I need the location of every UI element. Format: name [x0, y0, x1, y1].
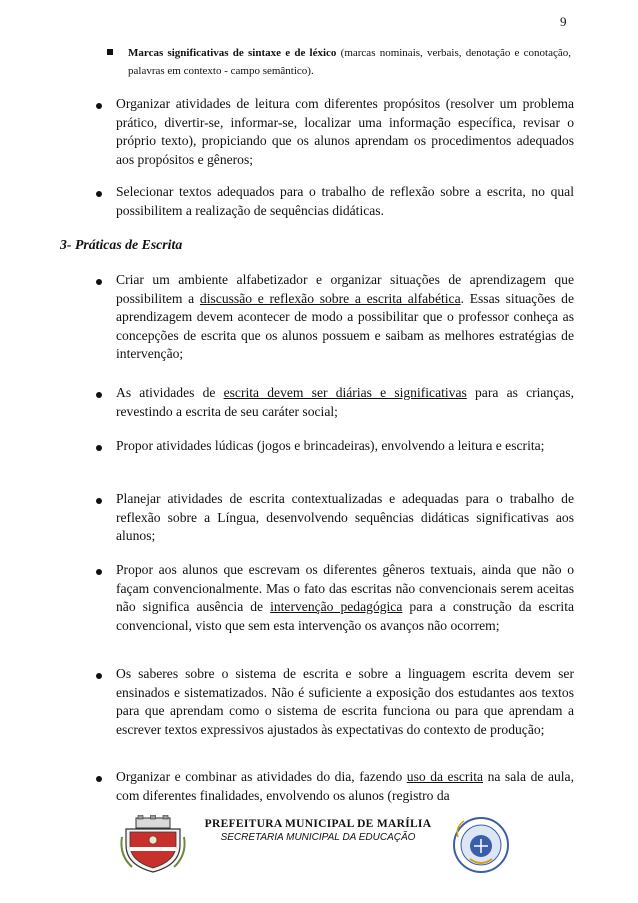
page-footer: [0, 815, 638, 895]
section-heading: 3- Práticas de Escrita: [60, 237, 183, 252]
sub-bullet-text: [128, 44, 571, 80]
bullet-icon: [96, 392, 102, 398]
underlined-phrase: escrita devem ser diárias e significativas: [223, 385, 467, 400]
list-item-text: Selecionar textos adequados para o trabalho de reflexão sobre a escrita, no qual possibilitem a realização de sequências didáticas.: [116, 184, 574, 218]
municipal-crest-icon: [120, 815, 186, 875]
sub-bullet-item: [107, 44, 571, 80]
list-item: [96, 384, 574, 421]
education-seal-icon: [452, 815, 510, 875]
underlined-phrase: discussão e reflexão sobre a escrita alfabética: [199, 290, 461, 306]
bullet-icon: [96, 445, 102, 451]
footer-text: [186, 818, 450, 843]
page-number: 9: [560, 14, 567, 29]
list-item: [96, 665, 574, 739]
list-item: [96, 271, 574, 364]
list-item-text: Propor aos alunos que escrevam os diferentes gêneros textuais, ainda que não o façam convencionalmente. Mas o fato das escritas não convencionais serem aceitas não significa ausência de intervenção pedagógica para a construção da escrita convencional, visto que sem esta intervenção os avanços não ocorrem;: [116, 562, 575, 633]
underlined-phrase: uso da escrita: [406, 769, 484, 784]
list-item-text: As atividades de escrita devem ser diárias e significativas para as crianças, revestindo a escrita de seu caráter social;: [116, 385, 574, 419]
list-item: [96, 437, 574, 456]
list-item-text: Organizar atividades de leitura com diferentes propósitos (resolver um problema prático, divertir-se, informar-se, localizar uma informação específica, revisar o próprio texto), propiciando que os alunos aprendam os procedimentos adequados aos propósitos e gêneros;: [116, 96, 574, 167]
list-item-text: Os saberes sobre o sistema de escrita e sobre a linguagem escrita devem ser ensinados e sistematizados. Não é suficiente a exposição dos estudantes aos textos para que aprendam como o sistema de escrita funciona ou para que aprendam a escrever textos expressivos ajustados às expectativas do contexto de produção;: [116, 666, 574, 737]
bullet-icon: [96, 103, 102, 109]
list-item-text: Planejar atividades de escrita contextualizadas e adequadas para o trabalho de reflexão sobre a Língua, desenvolvendo sequências didáticas significativas aos alunos;: [116, 491, 574, 543]
list-item-text: Organizar e combinar as atividades do dia, fazendo uso da escrita na sala de aula, com diferentes finalidades, envolvendo os alunos (registro da: [116, 769, 574, 803]
bullet-icon: [96, 673, 102, 679]
underlined-phrase: intervenção pedagógica: [270, 599, 403, 614]
bullet-icon: [96, 498, 102, 504]
bullet-icon: [96, 776, 102, 782]
list-item: [96, 183, 574, 220]
list-item: [96, 561, 574, 635]
list-item: [96, 768, 574, 805]
list-item: [96, 95, 574, 169]
footer-line-2: SECRETARIA MUNICIPAL DA EDUCAÇÃO: [220, 832, 416, 843]
footer-line-1: PREFEITURA MUNICIPAL DE MARÍLIA: [204, 818, 432, 830]
list-item-text: Propor atividades lúdicas (jogos e brincadeiras), envolvendo a leitura e escrita;: [116, 438, 545, 453]
bullet-icon: [96, 569, 102, 575]
bullet-icon: [96, 279, 102, 285]
bullet-icon: [96, 191, 102, 197]
sub-bullet-bold: Marcas significativas de sintaxe e de léxico: [128, 47, 337, 59]
square-bullet-icon: [107, 49, 113, 55]
sub-bullet-rest: (marcas nominais, verbais, denotação e conotação, palavras em contexto - campo semântico).: [128, 47, 571, 77]
list-item-text: Criar um ambiente alfabetizador e organizar situações de aprendizagem que possibilitem a discussão e reflexão sobre a escrita alfabética. Essas situações de aprendizagem devem acontecer de modo a possibilitar que o professor conheça as concepções de escrita que os alunos possuem e saibam as melhores estratégias de intervenção;: [116, 272, 574, 361]
list-item: [96, 490, 574, 546]
